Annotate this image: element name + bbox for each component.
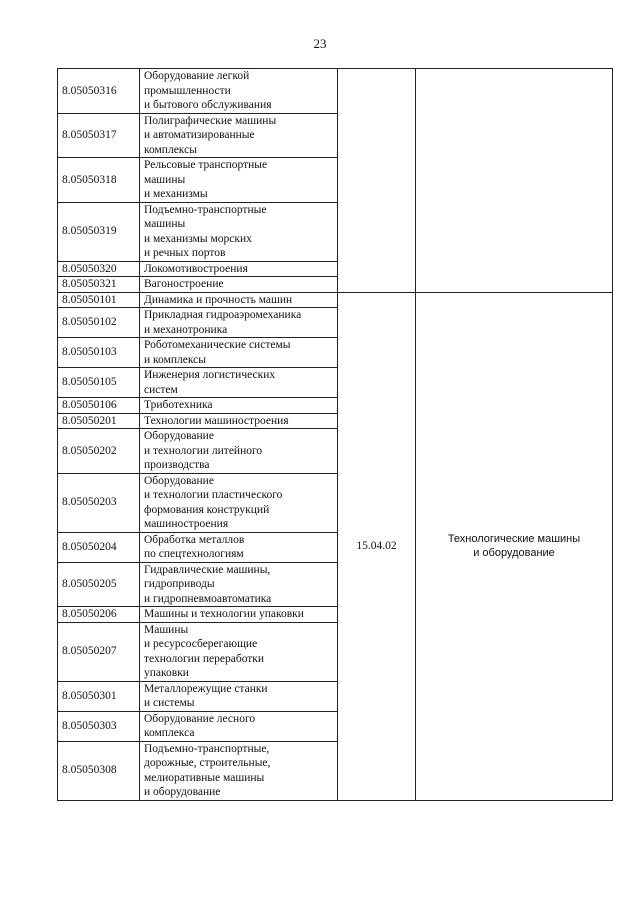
table-row: [58, 69, 613, 114]
specialty-name-line: Вагоностроение: [144, 278, 224, 290]
specialty-name-line: Технологии машиностроения: [144, 414, 289, 427]
specialty-code: 8.05050316: [58, 69, 140, 114]
specialty-name-line: Оборудование: [144, 430, 214, 442]
specialty-name-line: и гидропневмоавтоматика: [144, 592, 272, 605]
specialty-name: [140, 429, 338, 474]
specialty-name-line: машиностроения: [144, 518, 229, 530]
specialty-code: 8.05050319: [58, 202, 140, 261]
specialty-name: [140, 69, 338, 114]
table-body: [58, 69, 613, 801]
specialty-name-line: Триботехника: [144, 399, 213, 411]
specialty-code: 8.05050303: [58, 711, 140, 741]
specialty-code: 8.05050203: [58, 473, 140, 532]
specialty-code: 8.05050102: [58, 308, 140, 338]
specialty-name-line: по спецтехнологиям: [144, 548, 244, 560]
specialty-code: 8.05050106: [58, 398, 140, 414]
specialty-name-line: и бытового обслуживания: [144, 99, 272, 111]
specialty-name-line: Прикладная гидроаэромеханика: [144, 309, 302, 321]
specialty-name-line: Оборудование: [144, 474, 214, 487]
group-name-line: Технологические машины: [447, 532, 581, 545]
specialty-name-line: Оборудование лесного: [144, 712, 256, 725]
specialty-name-line: Металлорежущие станки: [144, 682, 268, 695]
specialty-name-line: Роботомеханические системы: [144, 339, 291, 351]
specialty-name-line: мелиоративные машины: [144, 771, 265, 784]
specialty-name-line: формования конструкций: [144, 503, 270, 516]
specialty-name: [140, 338, 338, 368]
specialty-name-line: и системы: [144, 697, 195, 709]
specialty-name-line: Машины: [144, 623, 189, 636]
group-name-line: и оборудование: [473, 547, 555, 559]
specialty-code: 8.05050317: [58, 113, 140, 158]
specialty-code: 8.05050103: [58, 338, 140, 368]
specialty-code: 8.05050206: [58, 607, 140, 623]
group-code: 15.04.02: [338, 292, 416, 800]
specialty-name-line: и комплексы: [144, 353, 206, 366]
specialty-name-line: и технологии литейного: [144, 444, 263, 457]
specialty-name-line: гидроприводы: [144, 578, 215, 590]
specialty-name-line: машины: [144, 218, 186, 230]
specialty-name: [140, 562, 338, 607]
specialty-name: [140, 113, 338, 158]
specialty-name-line: Оборудование легкой: [144, 70, 250, 82]
specialty-name-line: и механизмы: [144, 188, 208, 200]
specialty-name-line: и механизмы морских: [144, 232, 252, 245]
specialty-name-line: Гидравлические машины,: [144, 563, 271, 576]
specialty-name: [140, 532, 338, 562]
table-row: [58, 292, 613, 308]
group-code-empty: [338, 69, 416, 293]
specialty-code: 8.05050207: [58, 622, 140, 681]
specialty-code: 8.05050101: [58, 292, 140, 308]
specialty-name-line: Машины и технологии упаковки: [144, 608, 304, 620]
specialty-name: [140, 741, 338, 800]
specialty-name-line: машины: [144, 173, 186, 186]
specialty-name: [140, 607, 338, 623]
group-name: [416, 292, 613, 800]
specialty-name-line: Подъемно-транспортные,: [144, 742, 270, 755]
specialty-code: 8.05050321: [58, 277, 140, 293]
specialty-name: [140, 681, 338, 711]
specialty-name-line: технологии переработки: [144, 652, 265, 665]
specialty-name-line: Локомотивостроения: [144, 262, 248, 275]
specialty-name: [140, 398, 338, 414]
specialty-code: 8.05050301: [58, 681, 140, 711]
specialty-name-line: систем: [144, 383, 178, 396]
specialty-name: [140, 277, 338, 293]
specialty-name-line: и ресурсосберегающие: [144, 638, 258, 650]
specialty-code: 8.05050204: [58, 532, 140, 562]
specialty-name-line: промышленности: [144, 84, 231, 97]
specialty-name-line: дорожные, строительные,: [144, 757, 271, 769]
specialty-name-line: Подъемно-транспортные: [144, 203, 267, 216]
specialty-name-line: Инженерия логистических: [144, 369, 276, 381]
specialty-name-line: и технологии пластического: [144, 489, 283, 501]
specialty-code: 8.05050202: [58, 429, 140, 474]
group-name-empty: [416, 69, 613, 293]
specialty-name-line: Рельсовые транспортные: [144, 159, 268, 171]
specialty-name: [140, 261, 338, 277]
specialty-name-line: Обработка металлов: [144, 533, 245, 546]
specialty-table: [57, 68, 613, 801]
specialty-name-line: производства: [144, 459, 210, 471]
specialty-name-line: Полиграфические машины: [144, 114, 277, 127]
specialty-code: 8.05050320: [58, 261, 140, 277]
specialty-name: [140, 413, 338, 429]
specialty-name-line: и речных портов: [144, 247, 226, 259]
specialty-name: [140, 622, 338, 681]
specialty-name-line: комплексы: [144, 143, 197, 156]
specialty-name-line: и оборудование: [144, 786, 221, 798]
specialty-name: [140, 368, 338, 398]
specialty-code: 8.05050308: [58, 741, 140, 800]
specialty-name: [140, 473, 338, 532]
specialty-name: [140, 292, 338, 308]
specialty-name: [140, 308, 338, 338]
specialty-name: [140, 711, 338, 741]
page-number: 23: [313, 36, 327, 51]
specialty-code: 8.05050205: [58, 562, 140, 607]
specialty-name-line: и механотроника: [144, 323, 228, 336]
specialty-code: 8.05050318: [58, 158, 140, 203]
specialty-name-line: упаковки: [144, 667, 189, 679]
specialty-name-line: и автоматизированные: [144, 129, 255, 141]
specialty-name-line: Динамика и прочность машин: [144, 293, 293, 306]
specialty-code: 8.05050105: [58, 368, 140, 398]
specialty-name: [140, 202, 338, 261]
specialty-code: 8.05050201: [58, 413, 140, 429]
specialty-name-line: комплекса: [144, 727, 195, 739]
specialty-name: [140, 158, 338, 203]
